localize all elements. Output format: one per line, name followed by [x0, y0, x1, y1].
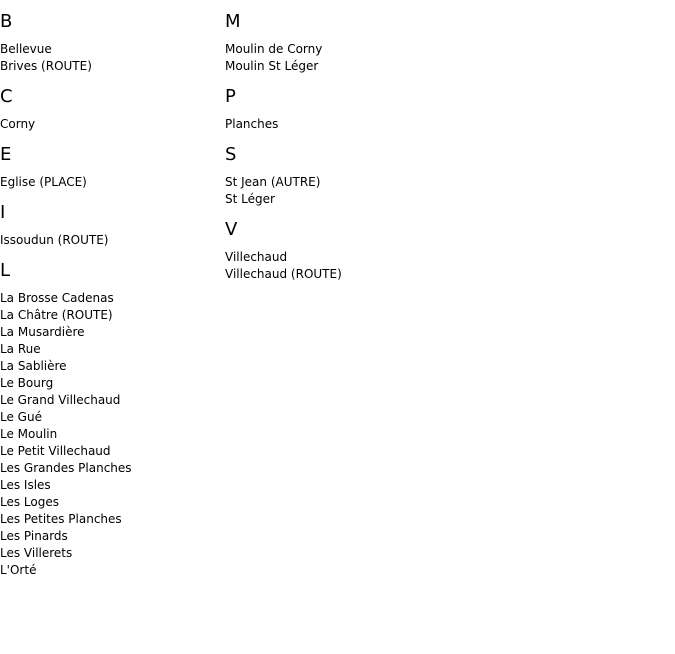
street-link[interactable]: Moulin St Léger	[225, 59, 319, 73]
street-link[interactable]: Le Gué	[0, 410, 42, 424]
street-list	[225, 174, 450, 208]
street-link[interactable]: Corny	[0, 117, 36, 131]
street-link[interactable]: Bellevue	[0, 42, 52, 56]
street-list	[225, 41, 450, 75]
street-link[interactable]: Les Villerets	[0, 546, 73, 560]
letter-heading: E	[0, 144, 12, 165]
street-link[interactable]: Le Moulin	[0, 427, 58, 441]
street-link[interactable]: Les Isles	[0, 478, 51, 492]
letter-group	[0, 260, 225, 579]
letter-group	[0, 202, 225, 249]
street-list	[0, 232, 225, 249]
letter-heading: B	[0, 11, 13, 32]
street-link[interactable]: Villechaud	[225, 250, 288, 264]
street-list	[225, 116, 450, 133]
street-link[interactable]: L'Orté	[0, 563, 37, 577]
street-link[interactable]: Eglise (PLACE)	[0, 175, 87, 189]
street-link[interactable]: Moulin de Corny	[225, 42, 323, 56]
letter-group	[225, 219, 450, 283]
street-link[interactable]: St Jean (AUTRE)	[225, 175, 321, 189]
street-link[interactable]: Le Bourg	[0, 376, 54, 390]
street-link[interactable]: Issoudun (ROUTE)	[0, 233, 109, 247]
street-link[interactable]: La Châtre (ROUTE)	[0, 308, 113, 322]
letter-heading: P	[225, 86, 236, 107]
street-link[interactable]: La Brosse Cadenas	[0, 291, 114, 305]
street-link[interactable]: La Musardière	[0, 325, 85, 339]
letter-heading: S	[225, 144, 237, 165]
street-link[interactable]: Les Loges	[0, 495, 59, 509]
street-link[interactable]: La Rue	[0, 342, 41, 356]
street-list	[225, 249, 450, 283]
street-link[interactable]: Le Grand Villechaud	[0, 393, 121, 407]
street-link[interactable]: Brives (ROUTE)	[0, 59, 92, 73]
street-link[interactable]: La Sablière	[0, 359, 67, 373]
street-index-column-right	[225, 0, 450, 293]
letter-heading: M	[225, 11, 241, 32]
street-list	[0, 174, 225, 191]
street-index-column-left	[0, 0, 225, 589]
street-list	[0, 290, 225, 579]
letter-heading: C	[0, 86, 13, 107]
letter-group	[225, 144, 450, 208]
letter-group	[225, 11, 450, 75]
street-link[interactable]: Les Pinards	[0, 529, 68, 543]
street-list	[0, 41, 225, 75]
street-link[interactable]: Les Petites Planches	[0, 512, 122, 526]
street-link[interactable]: St Léger	[225, 192, 275, 206]
street-link[interactable]: Le Petit Villechaud	[0, 444, 111, 458]
letter-group	[225, 86, 450, 133]
street-link[interactable]: Villechaud (ROUTE)	[225, 267, 342, 281]
letter-group	[0, 11, 225, 75]
letter-group	[0, 86, 225, 133]
street-link[interactable]: Les Grandes Planches	[0, 461, 132, 475]
letter-heading: V	[225, 219, 238, 240]
letter-heading: I	[0, 202, 6, 223]
street-link[interactable]: Planches	[225, 117, 279, 131]
street-list	[0, 116, 225, 133]
letter-heading: L	[0, 260, 11, 281]
letter-group	[0, 144, 225, 191]
